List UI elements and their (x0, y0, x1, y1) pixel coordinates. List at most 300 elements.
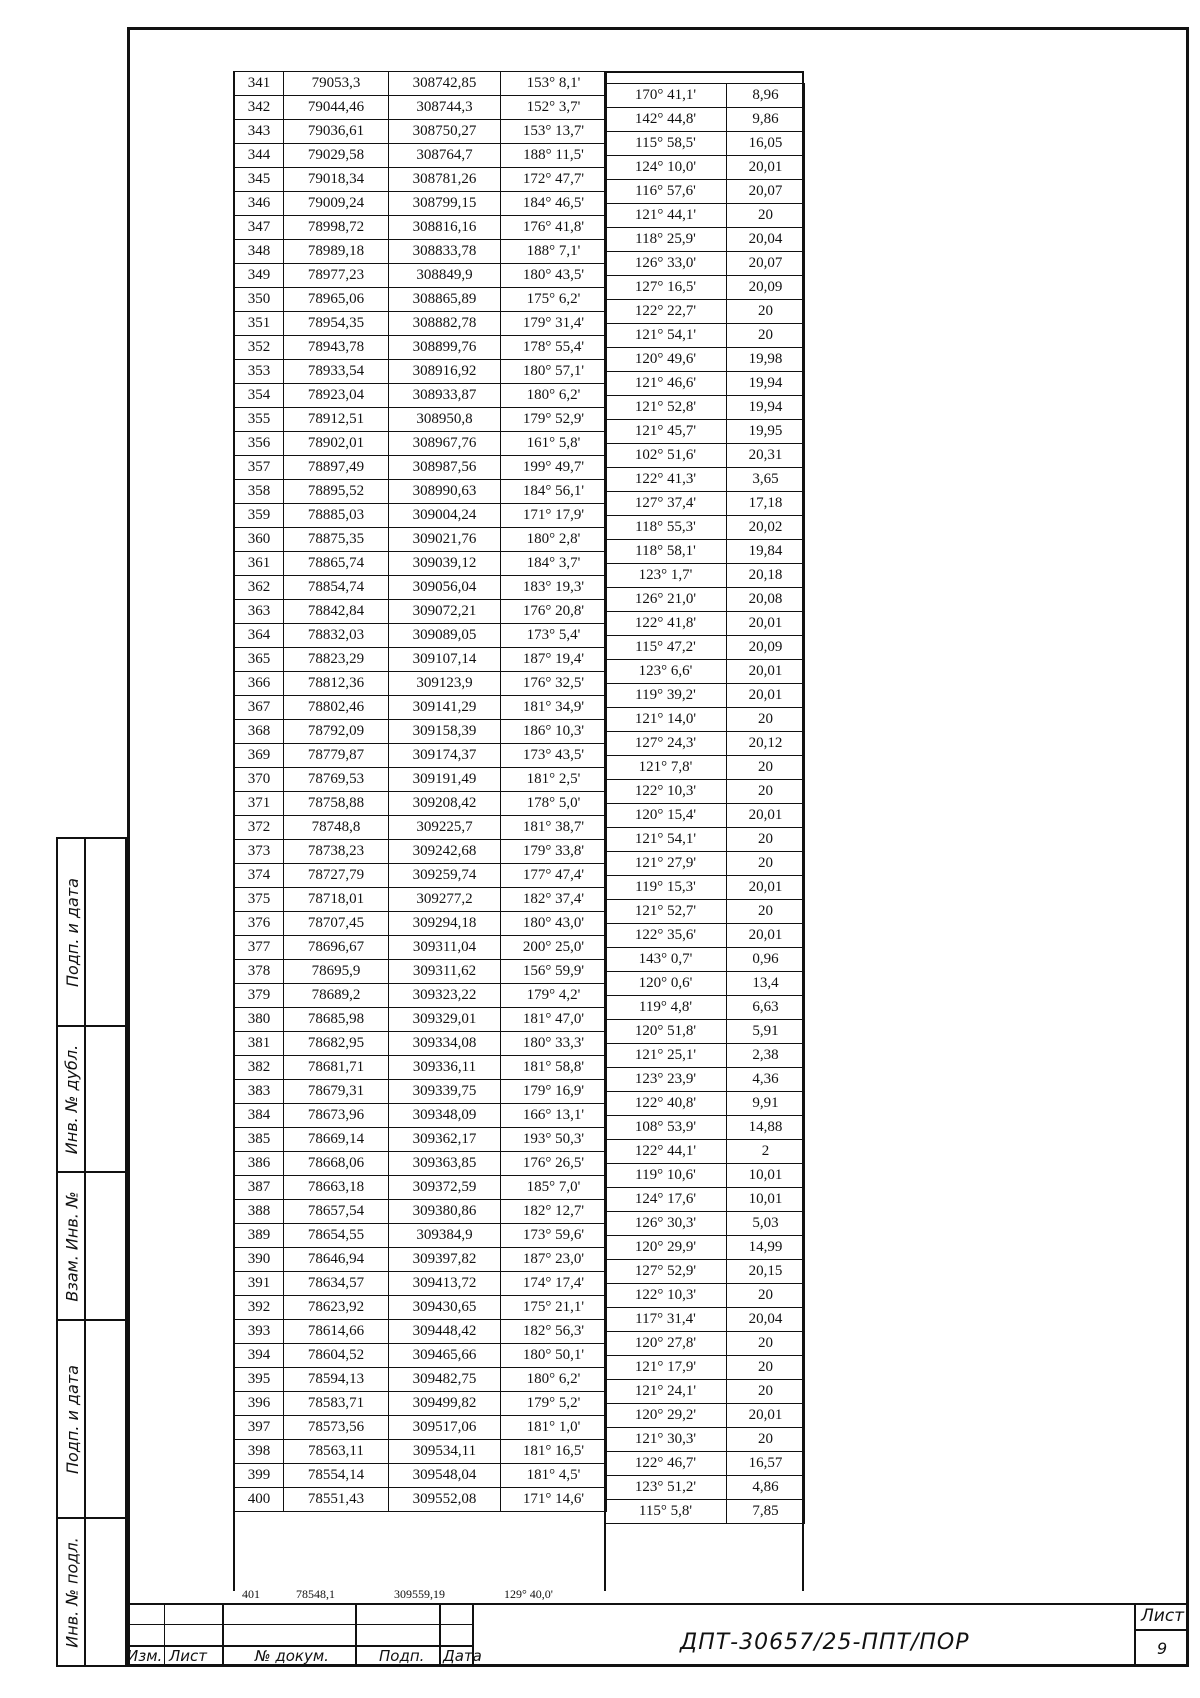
table-cell: 308990,63 (389, 480, 501, 504)
table-cell: 78769,53 (284, 768, 389, 792)
table-cell: 78792,09 (284, 720, 389, 744)
table-cell: 171° 14,6' (501, 1488, 607, 1512)
table-cell: 123° 1,7' (605, 564, 727, 588)
table-row (605, 108, 805, 132)
table-row (605, 756, 805, 780)
table-row (235, 1320, 607, 1344)
table-cell: 102° 51,6' (605, 444, 727, 468)
table-cell: 381 (235, 1032, 284, 1056)
table-cell: 353 (235, 360, 284, 384)
table-cell: 182° 12,7' (501, 1200, 607, 1224)
table-cell: 175° 6,2' (501, 288, 607, 312)
table-cell: 14,88 (727, 1116, 805, 1140)
table-row (235, 1056, 607, 1080)
table-cell: 309465,66 (389, 1344, 501, 1368)
table-cell: 16,05 (727, 132, 805, 156)
table-cell: 153° 13,7' (501, 120, 607, 144)
table-row (235, 1176, 607, 1200)
table-cell: 20 (727, 852, 805, 876)
table-cell: 386 (235, 1152, 284, 1176)
table-cell: 180° 2,8' (501, 528, 607, 552)
table-cell: 173° 43,5' (501, 744, 607, 768)
table-cell: 352 (235, 336, 284, 360)
table-cell: 78679,31 (284, 1080, 389, 1104)
table-cell: 20 (727, 1428, 805, 1452)
table-cell: 78681,71 (284, 1056, 389, 1080)
table-cell: 182° 37,4' (501, 888, 607, 912)
table-cell: 309339,75 (389, 1080, 501, 1104)
table-cell: 9,86 (727, 108, 805, 132)
table-cell: 308865,89 (389, 288, 501, 312)
table-row (605, 1236, 805, 1260)
table-cell: 153° 8,1' (501, 72, 607, 96)
table-cell: 178° 55,4' (501, 336, 607, 360)
table-cell: 152° 3,7' (501, 96, 607, 120)
table-cell: 184° 56,1' (501, 480, 607, 504)
table-row (605, 948, 805, 972)
table-cell: 78832,03 (284, 624, 389, 648)
table-cell: 181° 1,0' (501, 1416, 607, 1440)
table-row (235, 1296, 607, 1320)
table-row (605, 660, 805, 684)
table-row (605, 132, 805, 156)
table-cell: 78823,29 (284, 648, 389, 672)
table-cell: 309397,82 (389, 1248, 501, 1272)
table-cell: 78965,06 (284, 288, 389, 312)
title-data: Дата (443, 1647, 482, 1665)
table-cell: 79053,3 (284, 72, 389, 96)
table-cell: 20,01 (727, 660, 805, 684)
table-cell: 126° 30,3' (605, 1212, 727, 1236)
table-row (605, 1380, 805, 1404)
table-cell: 309380,86 (389, 1200, 501, 1224)
table-cell: 308781,26 (389, 168, 501, 192)
table-cell: 20 (727, 1332, 805, 1356)
table-row (235, 1080, 607, 1104)
table-row (605, 1500, 805, 1524)
table-cell: 124° 10,0' (605, 156, 727, 180)
table-cell: 354 (235, 384, 284, 408)
table-cell: 121° 44,1' (605, 204, 727, 228)
table-cell: 308849,9 (389, 264, 501, 288)
table-row (605, 1092, 805, 1116)
table-cell: 179° 16,9' (501, 1080, 607, 1104)
table-cell: 308899,76 (389, 336, 501, 360)
table-row (605, 156, 805, 180)
table-cell: 19,98 (727, 348, 805, 372)
table-cell: 78977,23 (284, 264, 389, 288)
table-cell: 118° 58,1' (605, 540, 727, 564)
table-row (605, 1260, 805, 1284)
table-cell: 78682,95 (284, 1032, 389, 1056)
table-cell: 78758,88 (284, 792, 389, 816)
table-row (235, 456, 607, 480)
table-cell: 119° 39,2' (605, 684, 727, 708)
table-cell: 199° 49,7' (501, 456, 607, 480)
side-label-inv-podl: Инв. № подл. (62, 1536, 82, 1648)
table-cell: 120° 15,4' (605, 804, 727, 828)
table-cell: 309499,82 (389, 1392, 501, 1416)
table-row (235, 840, 607, 864)
table-cell: 174° 17,4' (501, 1272, 607, 1296)
table-cell: 78812,36 (284, 672, 389, 696)
table-row (605, 588, 805, 612)
table-row (235, 1368, 607, 1392)
table-cell: 173° 5,4' (501, 624, 607, 648)
table-cell: 120° 0,6' (605, 972, 727, 996)
table-cell: 8,96 (727, 84, 805, 108)
table-row (605, 1140, 805, 1164)
table-cell: 120° 29,9' (605, 1236, 727, 1260)
table-cell: 78748,8 (284, 816, 389, 840)
table-cell: 363 (235, 600, 284, 624)
table-cell: 14,99 (727, 1236, 805, 1260)
table-cell: 78933,54 (284, 360, 389, 384)
table-cell: 78854,74 (284, 576, 389, 600)
table-cell: 20 (727, 708, 805, 732)
table-cell: 383 (235, 1080, 284, 1104)
table-row (235, 264, 607, 288)
table-cell: 5,91 (727, 1020, 805, 1044)
table-cell: 121° 30,3' (605, 1428, 727, 1452)
table-cell: 19,94 (727, 372, 805, 396)
table-row (605, 780, 805, 804)
side-cell-inv-podl (56, 1517, 127, 1667)
table-cell: 78614,66 (284, 1320, 389, 1344)
table-cell: 398 (235, 1440, 284, 1464)
table-cell: 171° 17,9' (501, 504, 607, 528)
table-cell: 20,07 (727, 180, 805, 204)
table-cell: 308750,27 (389, 120, 501, 144)
table-row (235, 792, 607, 816)
table-cell: 309277,2 (389, 888, 501, 912)
table-cell: 309323,22 (389, 984, 501, 1008)
table-cell: 127° 37,4' (605, 492, 727, 516)
table-row (605, 540, 805, 564)
table-row (605, 900, 805, 924)
table-row (605, 1020, 805, 1044)
table-row (235, 1032, 607, 1056)
table-row (605, 852, 805, 876)
table-cell: 78583,71 (284, 1392, 389, 1416)
title-izm: Изм. (127, 1647, 163, 1665)
table-cell: 309311,62 (389, 960, 501, 984)
table-row (235, 1272, 607, 1296)
table-cell: 355 (235, 408, 284, 432)
table-cell: 20,31 (727, 444, 805, 468)
side-cell-inv-dubl (56, 1025, 127, 1173)
table-row (605, 1044, 805, 1068)
table-cell: 309123,9 (389, 672, 501, 696)
table-cell: 121° 24,1' (605, 1380, 727, 1404)
table-cell: 309311,04 (389, 936, 501, 960)
table-row (605, 924, 805, 948)
table-cell: 373 (235, 840, 284, 864)
table-cell: 382 (235, 1056, 284, 1080)
table-cell: 20,15 (727, 1260, 805, 1284)
table-cell: 176° 20,8' (501, 600, 607, 624)
table-cell: 184° 46,5' (501, 192, 607, 216)
table-cell: 78654,55 (284, 1224, 389, 1248)
table-cell: 20 (727, 1284, 805, 1308)
table-row (605, 1212, 805, 1236)
table-row (605, 276, 805, 300)
table-cell: 78634,57 (284, 1272, 389, 1296)
table-cell: 156° 59,9' (501, 960, 607, 984)
table-row (235, 432, 607, 456)
table-row (605, 564, 805, 588)
table-cell: 178° 5,0' (501, 792, 607, 816)
table-cell: 78646,94 (284, 1248, 389, 1272)
table-cell: 20,12 (727, 732, 805, 756)
table-cell: 78897,49 (284, 456, 389, 480)
table-cell: 166° 13,1' (501, 1104, 607, 1128)
title-podp: Подп. (379, 1647, 425, 1665)
table-cell: 309004,24 (389, 504, 501, 528)
table-row (235, 576, 607, 600)
table-row (235, 1008, 607, 1032)
table-cell: 20 (727, 324, 805, 348)
table-row (235, 864, 607, 888)
table-cell: 309348,09 (389, 1104, 501, 1128)
table-cell: 309208,42 (389, 792, 501, 816)
side-cell-podp-data-1 (56, 837, 127, 1027)
table-cell: 108° 53,9' (605, 1116, 727, 1140)
table-cell: 122° 35,6' (605, 924, 727, 948)
side-label-inv-dubl: Инв. № дубл. (62, 1044, 82, 1154)
table-cell: 78954,35 (284, 312, 389, 336)
table-cell: 20 (727, 828, 805, 852)
table-row (605, 492, 805, 516)
table-cell: 309548,04 (389, 1464, 501, 1488)
table-cell: 10,01 (727, 1188, 805, 1212)
table-row (605, 1356, 805, 1380)
table-cell: 374 (235, 864, 284, 888)
title-dokum: № докум. (255, 1647, 329, 1665)
table-cell: 397 (235, 1416, 284, 1440)
table-cell: 126° 33,0' (605, 252, 727, 276)
table-cell: 122° 41,8' (605, 612, 727, 636)
table-cell: 180° 33,3' (501, 1032, 607, 1056)
table-cell: 4,86 (727, 1476, 805, 1500)
table-cell: 390 (235, 1248, 284, 1272)
table-cell: 78895,52 (284, 480, 389, 504)
table-cell: 123° 51,2' (605, 1476, 727, 1500)
table-row (235, 1392, 607, 1416)
table-cell: 347 (235, 216, 284, 240)
table-row (605, 1284, 805, 1308)
table-cell: 17,18 (727, 492, 805, 516)
table-cell: 177° 47,4' (501, 864, 607, 888)
table-cell: 121° 14,0' (605, 708, 727, 732)
table-cell: 19,95 (727, 420, 805, 444)
table-row (605, 1164, 805, 1188)
table-row (605, 1308, 805, 1332)
table-row (605, 732, 805, 756)
table-cell: 78902,01 (284, 432, 389, 456)
table-cell: 179° 52,9' (501, 408, 607, 432)
table-cell: 309482,75 (389, 1368, 501, 1392)
table-row (605, 348, 805, 372)
table-row (605, 684, 805, 708)
table-cell: 309107,14 (389, 648, 501, 672)
table-cell: 20,01 (727, 684, 805, 708)
table-cell: 180° 43,0' (501, 912, 607, 936)
table-cell: 308916,92 (389, 360, 501, 384)
table-cell: 20 (727, 900, 805, 924)
table-cell: 78594,13 (284, 1368, 389, 1392)
table-cell: 346 (235, 192, 284, 216)
table-cell: 124° 17,6' (605, 1188, 727, 1212)
table-cell: 309517,06 (389, 1416, 501, 1440)
table-cell: 118° 25,9' (605, 228, 727, 252)
table-cell: 78685,98 (284, 1008, 389, 1032)
table-row (235, 912, 607, 936)
table-cell: 120° 51,8' (605, 1020, 727, 1044)
table-cell: 170° 41,1' (605, 84, 727, 108)
table-cell: 308933,87 (389, 384, 501, 408)
table-cell: 172° 47,7' (501, 168, 607, 192)
table-cell: 362 (235, 576, 284, 600)
table-cell: 78673,96 (284, 1104, 389, 1128)
table-row (235, 1248, 607, 1272)
table-cell: 309336,11 (389, 1056, 501, 1080)
table-cell: 308744,3 (389, 96, 501, 120)
table-cell: 345 (235, 168, 284, 192)
table-cell: 308764,7 (389, 144, 501, 168)
table-cell: 367 (235, 696, 284, 720)
table-cell: 309430,65 (389, 1296, 501, 1320)
table-cell: 391 (235, 1272, 284, 1296)
side-label-vzam-inv: Взам. Инв. № (62, 1190, 82, 1302)
table-cell: 121° 25,1' (605, 1044, 727, 1068)
table-cell: 2 (727, 1140, 805, 1164)
table-cell: 175° 21,1' (501, 1296, 607, 1320)
table-cell: 309294,18 (389, 912, 501, 936)
table-cell: 369 (235, 744, 284, 768)
table-cell: 121° 27,9' (605, 852, 727, 876)
table-cell: 180° 6,2' (501, 384, 607, 408)
table-row (235, 1224, 607, 1248)
table-row (605, 204, 805, 228)
table-cell: 78842,84 (284, 600, 389, 624)
table-cell: 78669,14 (284, 1128, 389, 1152)
table-cell: 176° 26,5' (501, 1152, 607, 1176)
table-row (605, 876, 805, 900)
table-row (605, 372, 805, 396)
table-cell: 187° 19,4' (501, 648, 607, 672)
sheet-label: Лист (1141, 1606, 1185, 1626)
table-cell: 365 (235, 648, 284, 672)
table-cell: 372 (235, 816, 284, 840)
table-cell: 9,91 (727, 1092, 805, 1116)
title-list: Лист (169, 1647, 208, 1665)
table-cell: 20 (727, 204, 805, 228)
table-cell: 122° 44,1' (605, 1140, 727, 1164)
table-cell: 78554,14 (284, 1464, 389, 1488)
table-cell: 120° 29,2' (605, 1404, 727, 1428)
table-cell: 20,01 (727, 804, 805, 828)
table-cell: 20,04 (727, 1308, 805, 1332)
table-cell: 173° 59,6' (501, 1224, 607, 1248)
table-row (235, 1128, 607, 1152)
table-row (235, 288, 607, 312)
table-row (605, 84, 805, 108)
table-row (605, 1332, 805, 1356)
table-cell: 20 (727, 300, 805, 324)
table-cell: 122° 40,8' (605, 1092, 727, 1116)
table-cell: 0,96 (727, 948, 805, 972)
table-cell: 20,01 (727, 612, 805, 636)
table-cell: 121° 46,6' (605, 372, 727, 396)
table-cell: 121° 7,8' (605, 756, 727, 780)
table-cell: 179° 5,2' (501, 1392, 607, 1416)
table-cell: 78696,67 (284, 936, 389, 960)
table-cell: 356 (235, 432, 284, 456)
angles-distances-table (604, 83, 805, 1524)
table-cell: 20,01 (727, 1404, 805, 1428)
table-cell: 20,08 (727, 588, 805, 612)
table-cell: 78604,52 (284, 1344, 389, 1368)
table-cell: 179° 4,2' (501, 984, 607, 1008)
table-row (605, 1452, 805, 1476)
table-row (235, 1488, 607, 1512)
table-cell: 3,65 (727, 468, 805, 492)
table-cell: 181° 34,9' (501, 696, 607, 720)
table-row (605, 252, 805, 276)
table-row (235, 216, 607, 240)
table-row (235, 624, 607, 648)
table-row (235, 696, 607, 720)
table-cell: 309384,9 (389, 1224, 501, 1248)
table-cell: 20,01 (727, 876, 805, 900)
table-cell: 20,01 (727, 156, 805, 180)
table-row (605, 1428, 805, 1452)
table-row (235, 240, 607, 264)
table-cell: 308742,85 (389, 72, 501, 96)
table-cell: 79036,61 (284, 120, 389, 144)
table-cell: 186° 10,3' (501, 720, 607, 744)
table-cell: 200° 25,0' (501, 936, 607, 960)
table-cell: 143° 0,7' (605, 948, 727, 972)
table-row (235, 552, 607, 576)
table-cell: 20,02 (727, 516, 805, 540)
table-cell: 350 (235, 288, 284, 312)
table-cell: 389 (235, 1224, 284, 1248)
table-row (235, 120, 607, 144)
table-row (235, 1344, 607, 1368)
table-cell: 368 (235, 720, 284, 744)
table-cell: 309089,05 (389, 624, 501, 648)
table-row (605, 1404, 805, 1428)
side-cell-vzam-inv (56, 1171, 127, 1321)
table-row (605, 1476, 805, 1500)
table-cell: 78779,87 (284, 744, 389, 768)
table-cell: 6,63 (727, 996, 805, 1020)
table-cell: 127° 24,3' (605, 732, 727, 756)
table-cell: 78623,92 (284, 1296, 389, 1320)
table-row (235, 1440, 607, 1464)
table-cell: 181° 4,5' (501, 1464, 607, 1488)
table-cell: 78885,03 (284, 504, 389, 528)
table-cell: 118° 55,3' (605, 516, 727, 540)
table-cell: 120° 49,6' (605, 348, 727, 372)
table-cell: 180° 57,1' (501, 360, 607, 384)
table-cell: 78875,35 (284, 528, 389, 552)
document-code: ДПТ-30657/25-ППТ/ПОР (680, 1630, 970, 1655)
table-cell: 180° 43,5' (501, 264, 607, 288)
table-cell: 309362,17 (389, 1128, 501, 1152)
